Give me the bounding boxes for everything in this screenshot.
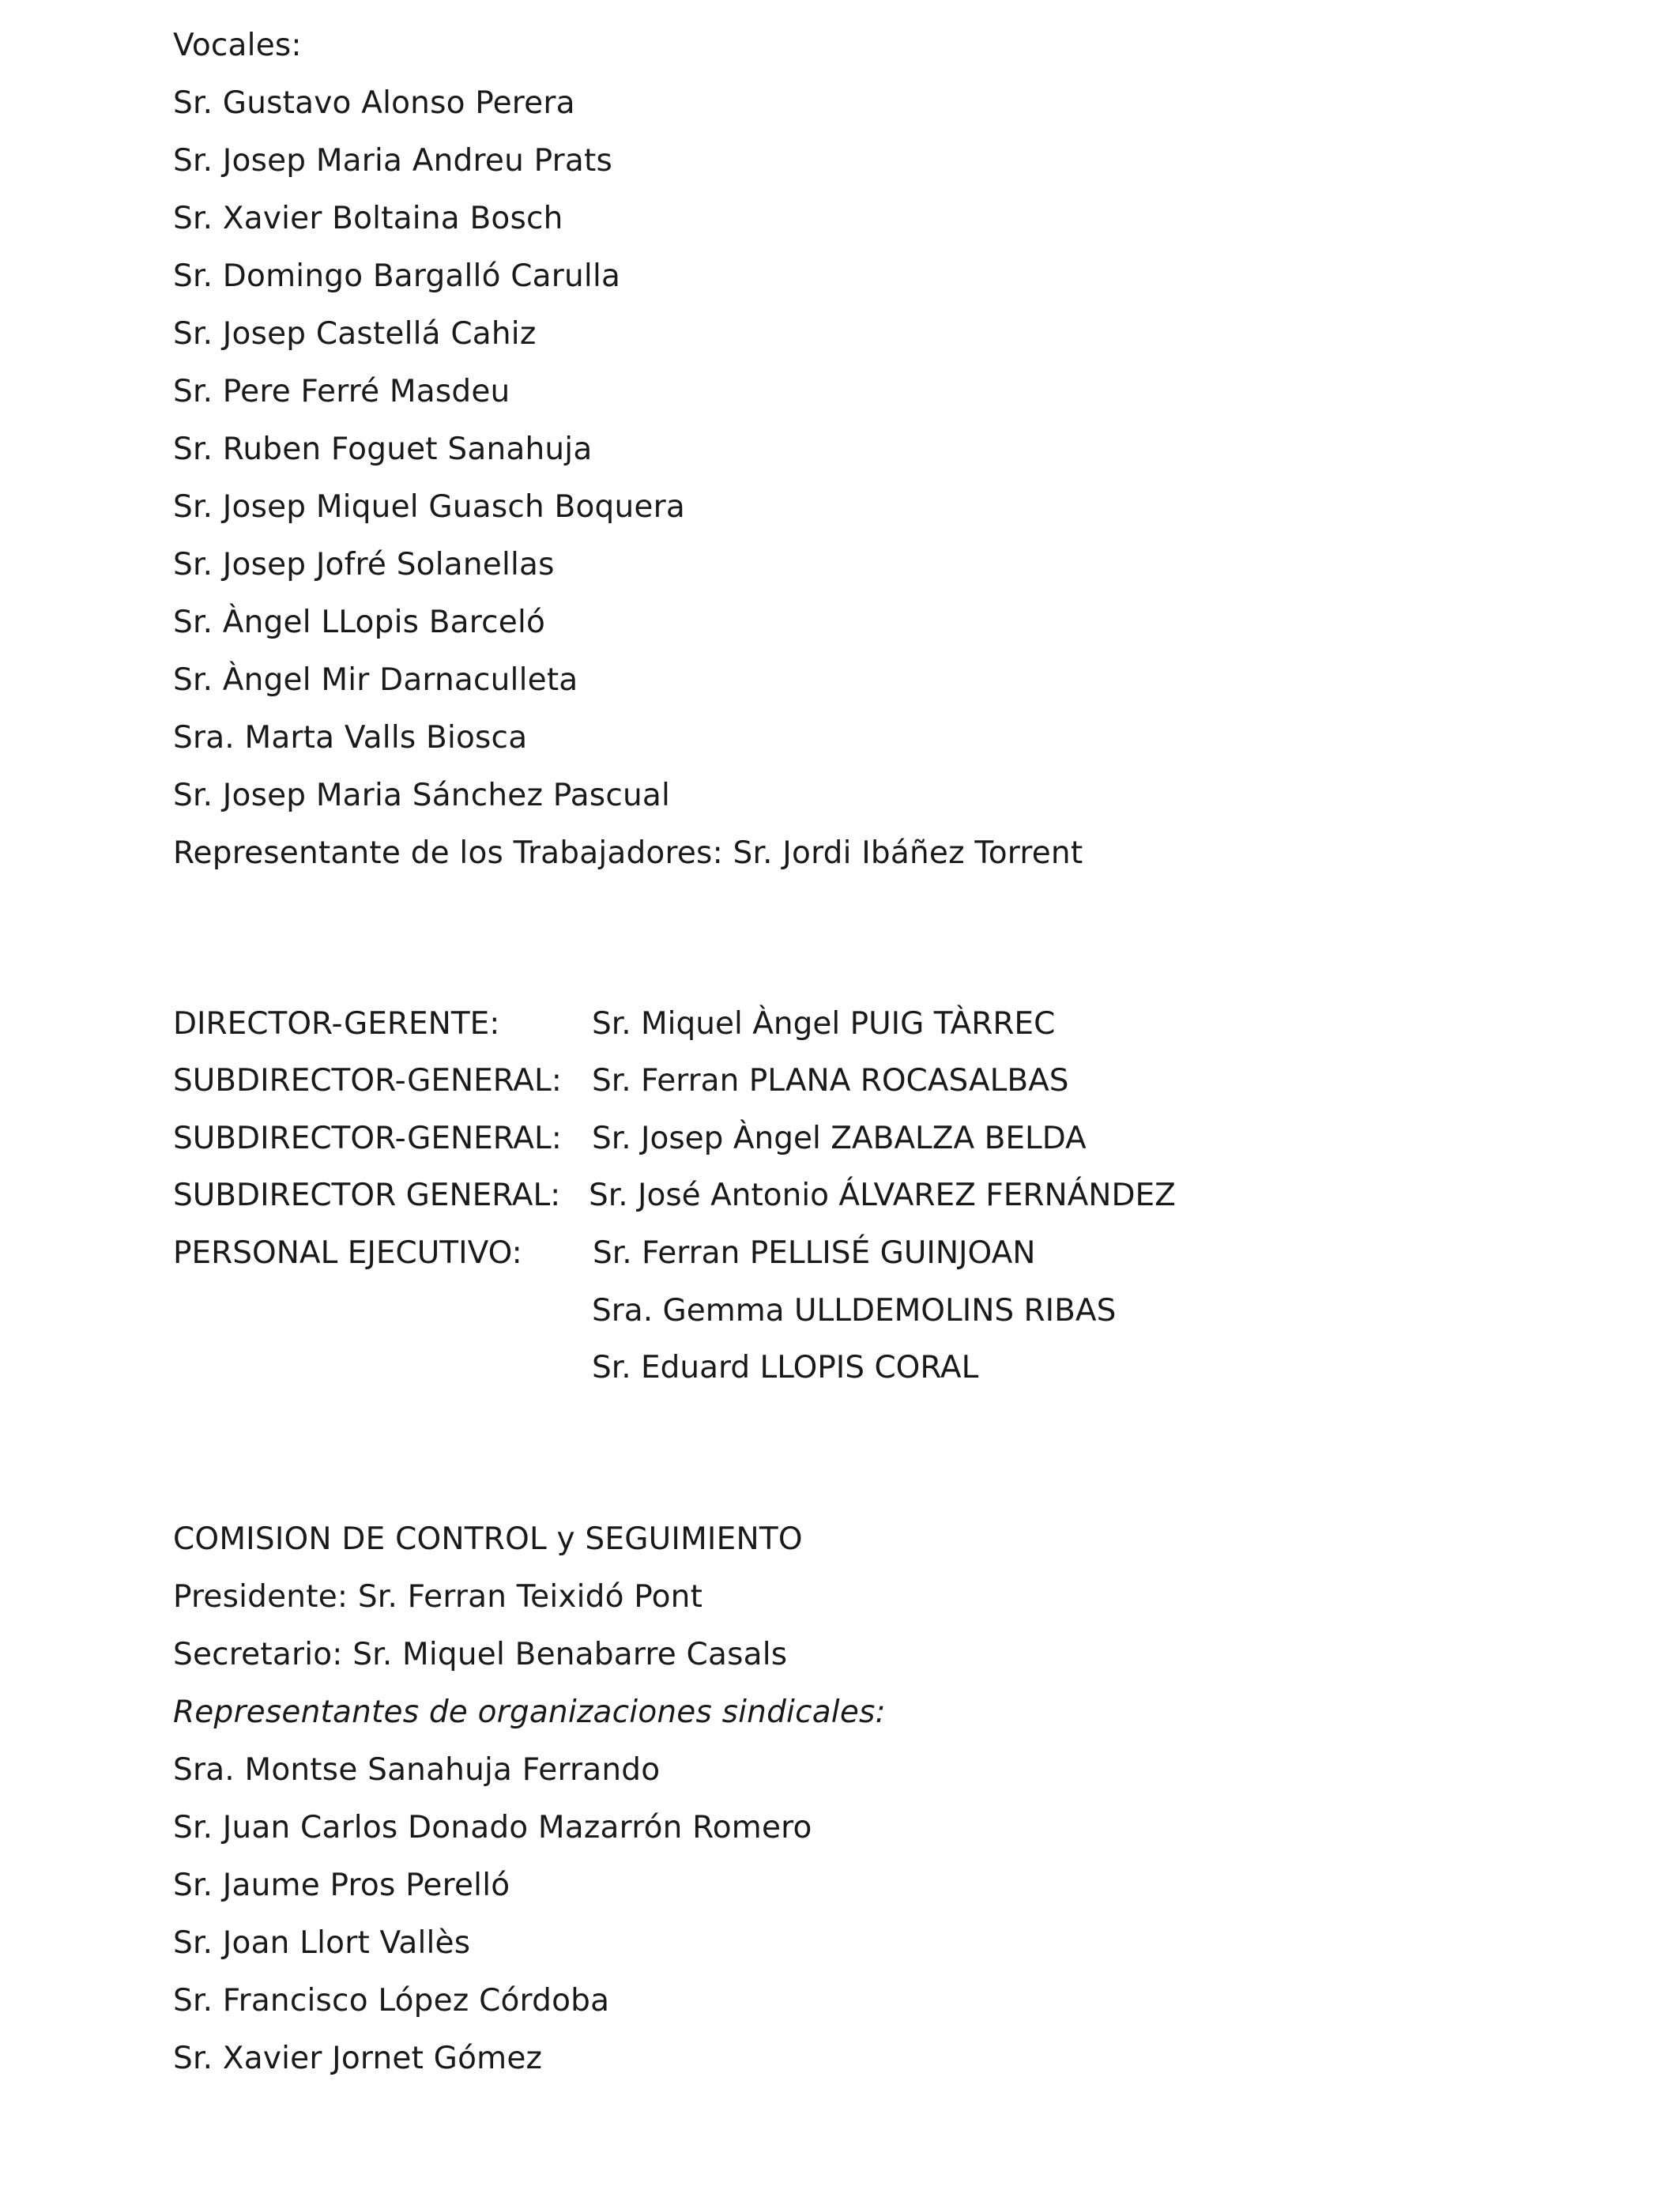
role-label: SUBDIRECTOR-GENERAL: [173, 1063, 562, 1099]
role-holder: Sr. Eduard LLOPIS CORAL [592, 1350, 979, 1385]
comision-title: COMISION DE CONTROL y SEGUIMIENTO [173, 1521, 803, 1557]
comision-member: Sr. Francisco López Córdoba [173, 1983, 610, 2019]
vocal-member: Sr. Ruben Foguet Sanahuja [173, 432, 593, 467]
vocal-member: Sr. Domingo Bargalló Carulla [173, 258, 621, 294]
comision-member: Sr. Joan Llort Vallès [173, 1925, 471, 1961]
comision-member: Sr. Juan Carlos Donado Mazarrón Romero [173, 1810, 812, 1845]
role-label: PERSONAL EJECUTIVO: [173, 1235, 522, 1271]
vocal-member: Sr. Josep Jofré Solanellas [173, 547, 555, 582]
vocal-member: Sra. Marta Valls Biosca [173, 720, 528, 756]
workers-representative: Representante de los Trabajadores: Sr. Jordi Ibáñez Torrent [173, 835, 1083, 871]
vocal-member: Sr. Josep Maria Sánchez Pascual [173, 778, 671, 813]
role-holder: Sr. Ferran PLANA ROCASALBAS [592, 1063, 1069, 1099]
role-label: SUBDIRECTOR-GENERAL: [173, 1121, 562, 1156]
comision-secretario: Secretario: Sr. Miquel Benabarre Casals [173, 1637, 788, 1672]
role-holder: Sr. Ferran PELLISÉ GUINJOAN [593, 1235, 1036, 1271]
role-holder: Sr. Josep Àngel ZABALZA BELDA [592, 1121, 1087, 1156]
vocal-member: Sr. Gustavo Alonso Perera [173, 85, 575, 121]
role-label: DIRECTOR-GERENTE: [173, 1006, 500, 1042]
vocal-member: Sr. Xavier Boltaina Bosch [173, 201, 563, 236]
comision-member: Sra. Montse Sanahuja Ferrando [173, 1752, 661, 1788]
role-holder: Sra. Gemma ULLDEMOLINS RIBAS [592, 1293, 1117, 1329]
vocal-member: Sr. Josep Castellá Cahiz [173, 316, 537, 352]
role-label: SUBDIRECTOR GENERAL: [173, 1178, 561, 1213]
comision-subheading: Representantes de organizaciones sindicales: [173, 1695, 886, 1730]
comision-member: Sr. Xavier Jornet Gómez [173, 2041, 543, 2076]
role-holder: Sr. Miquel Àngel PUIG TÀRREC [592, 1006, 1056, 1042]
vocal-member: Sr. Àngel LLopis Barceló [173, 605, 546, 640]
vocal-member: Sr. Josep Miquel Guasch Boquera [173, 489, 685, 525]
vocal-member: Sr. Pere Ferré Masdeu [173, 374, 510, 409]
vocal-member: Sr. Josep Maria Andreu Prats [173, 143, 612, 179]
vocal-member: Sr. Àngel Mir Darnaculleta [173, 662, 578, 698]
role-holder: Sr. José Antonio ÁLVAREZ FERNÁNDEZ [589, 1178, 1176, 1213]
comision-member: Sr. Jaume Pros Perelló [173, 1868, 510, 1903]
vocales-heading: Vocales: [173, 28, 302, 63]
comision-presidente: Presidente: Sr. Ferran Teixidó Pont [173, 1579, 703, 1615]
